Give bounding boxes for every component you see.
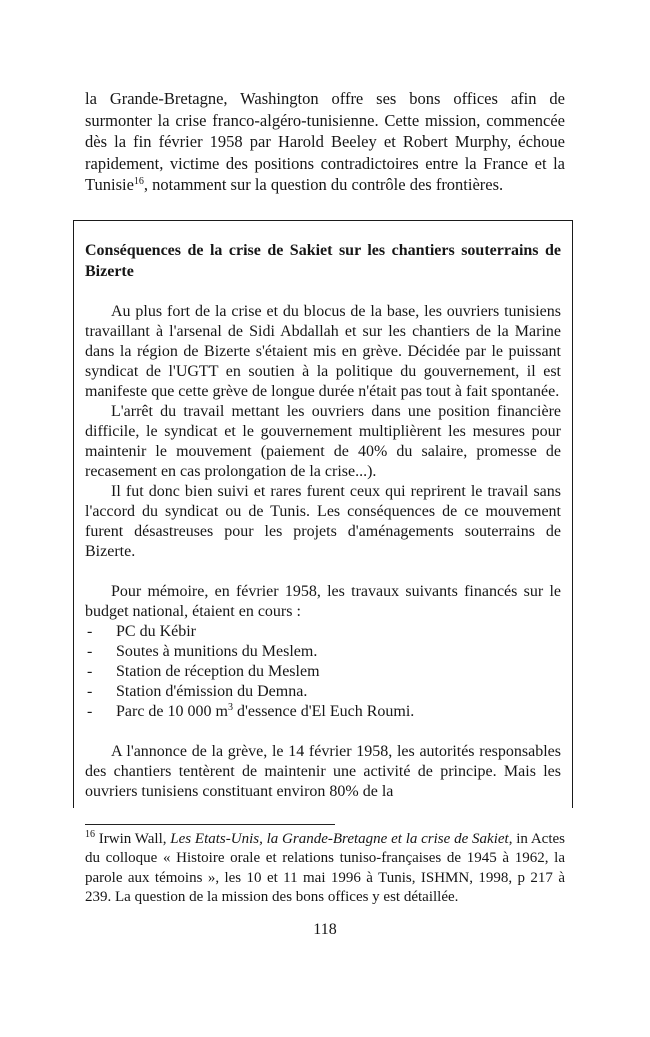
list-item-text-part: Parc de 10 000 m [116,702,228,720]
list-dash: - [87,622,93,640]
footnote-marker: 16 [85,828,95,840]
footnote-separator [85,824,335,825]
box-paragraph-3: Il fut donc bien suivi et rares furent ceux qui reprirent le travail sans l'accord du syndicat ou de Tunis. Les conséquences de ce mouvement furent désastreuses pour les projets d'aménagements souterrains de Bizerte. [85,482,561,560]
list-intro: Pour mémoire, en février 1958, les travaux suivants financés sur le budget national, étaient en cours : [85,582,561,620]
list-dash: - [87,662,93,680]
list-item-text: PC du Kébir [116,622,196,640]
box-paragraph-1: Au plus fort de la crise et du blocus de la base, les ouvriers tunisiens travaillant à l'arsenal de Sidi Abdallah et sur les chantiers de la Marine dans la région de Bizerte s'étaient mis en grève. Décidée par le puissant syndicat de l'UGTT en soutien à la politique du gouvernement, il est manifeste que cette grève de longue durée n'était pas tout à fait spontanée. [85,302,561,400]
list-item-text [116,702,561,722]
footnote-reference: 16 [133,176,144,187]
list-item [85,682,561,702]
footnote-text-before: Irwin Wall, [95,830,171,847]
list-item-text: Soutes à munitions du Meslem. [116,642,318,660]
inset-box [73,220,573,808]
list-item [85,702,561,722]
list-item [85,642,561,662]
text-column [85,88,565,939]
list-item-text: Station de réception du Meslem [116,662,320,680]
box-paragraph-2: L'arrêt du travail mettant les ouvriers dans une position financière difficile, le syndicat et le gouvernement multiplièrent les mesures pour maintenir le mouvement (paiement de 40% du salaire, promesse de recasement en cas prolongation de la crise...). [85,402,561,480]
list-item [85,622,561,642]
box-title: Conséquences de la crise de Sakiet sur les chantiers souterrains de Bizerte [85,241,561,280]
list-dash: - [87,642,93,660]
list-dash: - [87,702,93,720]
intro-paragraph [85,88,565,196]
box-closing-paragraph: A l'annonce de la grève, le 14 février 1958, les autorités responsables des chantiers tentèrent de maintenir une activité de principe. Mais les ouvriers tunisiens constituant environ 80% de la [85,742,561,800]
superscript-cube: 3 [227,701,233,713]
works-list [85,622,561,722]
footnote-text-after: , in Actes du colloque « Histoire orale et relations tuniso-françaises de 1945 à 1962, la parole aux témoins », les 10 et 11 mai 1996 à Tunis, ISHMN, 1998, p 217 à 239. La question de la mission des bons offices y est détaillée. [85,830,565,905]
list-item [85,662,561,682]
list-item-text: Station d'émission du Demna. [116,682,308,700]
intro-text-after-ref: , notamment sur la question du contrôle des frontières. [143,175,504,194]
page-number: 118 [313,920,337,938]
footnote-book-title: Les Etats-Unis, la Grande-Bretagne et la crise de Sakiet [170,830,509,847]
list-dash: - [87,682,93,700]
intro-text-before-ref: la Grande-Bretagne, Washington offre ses bons offices afin de surmonter la crise franco-algéro-tunisienne. Cette mission, commencée dès la fin février 1958 par Harold Beeley et Robert Murphy, échoue rapidement, victime des positions contradictoires entre la France et la Tunisie [85,89,565,194]
footnote [85,830,565,908]
list-item-text-part: d'essence d'El Euch Roumi. [232,702,415,720]
